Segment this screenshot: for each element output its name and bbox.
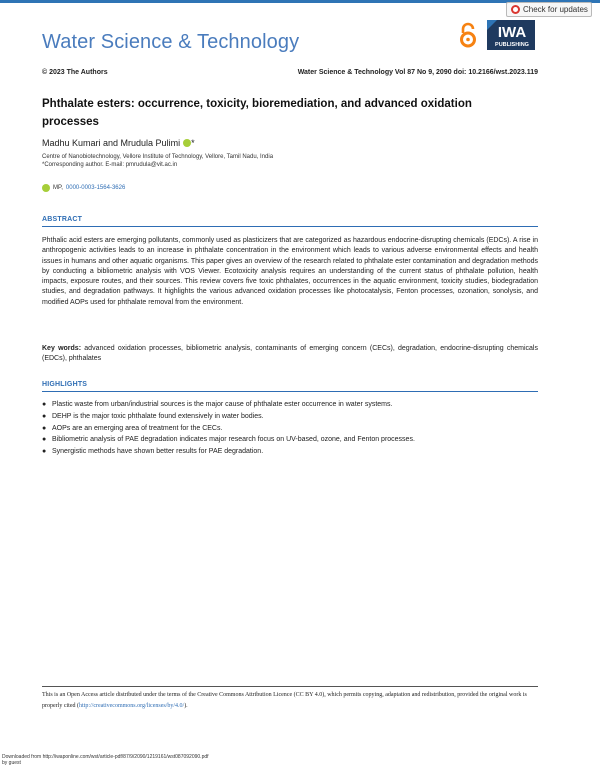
orcid-icon[interactable] [183,139,191,147]
journal-title: Water Science & Technology [42,31,300,53]
list-item [42,446,538,458]
highlights-rule [42,391,538,392]
highlight-text: Synergistic methods have shown better results for PAE degradation. [52,448,264,456]
authors: Madhu Kumari and Mrudula Pulimi [42,138,181,148]
keywords [42,344,538,365]
check-for-updates-button[interactable] [506,2,592,17]
bullet-icon: ● [42,448,47,456]
highlight-text: Plastic waste from urban/industrial sources is the major cause of phthalate ester occurrence in water systems. [52,401,393,408]
highlight-text: DEHP is the major toxic phthalate found extensively in water bodies. [52,412,264,420]
citation-row [42,69,538,76]
bullet-icon: ● [42,401,47,408]
affiliations [42,153,273,169]
iwa-publishing-logo [487,20,535,50]
download-line: Downloaded from http://iwaponline.com/wst/article-pdf/87/9/2090/1219161/wst087092090.pdf [2,754,209,760]
download-line: by guest [2,760,21,766]
copyright-notice: © 2023 The Authors [42,69,108,76]
list-item [42,434,538,446]
affiliation: Centre of Nanobiotechnology, Vellore Institute of Technology, Vellore, Tamil Nadu, India [42,154,274,160]
svg-text:IWA: IWA [497,24,527,41]
highlights-list [42,399,538,458]
license-notice [42,690,538,712]
bullet-icon: ● [42,424,47,432]
bullet-icon: ● [42,436,47,444]
bullet-icon: ● [42,412,47,420]
abstract-text: Phthalic acid esters are emerging pollutants, commonly used as plasticizers that are categorized as hazardous endocrine-disrupting chemicals (EDCs). A rise in anthropogenic activities leads to an increase in phthalate concentration in the environment which leads to various adverse environmental effects and health issues in humans and other aquatic organisms. This paper gives an overview of the research related to phthalate ester contamination and degradation methods by conducting a bibliometric analysis with VOS Viewer. Ecotoxicity analysis requires an understanding of the current status of phthalate pollution, health impacts, exposure routes, and their sources. This review covers five toxic phthalates, occurrences in the aquatic environment, toxicity studies, biodegradation studies, and degradation pathways. It highlights the various advanced oxidation processes like photocatalysis, Fenton processes, ozonation, sonolysis, and modified AOPs used for phthalate removal from the environment. [42,237,538,306]
crossmark-icon [511,5,520,14]
abstract-heading: ABSTRACT [42,216,83,223]
license-rule [42,686,538,687]
keywords-label: Key words: [42,345,82,352]
author-list [42,138,195,148]
list-item [42,411,538,423]
list-item [42,399,538,411]
download-notice [2,754,209,766]
orcid-row [42,184,125,192]
highlight-text: Bibliometric analysis of PAE degradation indicates major research focus on UV-based, ozone, and Fenton processes. [52,436,415,444]
keywords-text: advanced oxidation processes, bibliometric analysis, contaminants of emerging concern (CECs), degradation, endocrine-disrupting chemicals (EDCs), phthalates [42,345,538,363]
license-text: This is an Open Access article distributed under the terms of the Creative Commons Attribution Licence (CC BY 4.0), which permits copying, adaptation and redistribution, provided the original work is properly cited ( [42,692,527,709]
paper-title: Phthalate esters: occurrence, toxicity, bioremediation, and advanced oxidation processes [42,98,472,128]
license-link[interactable]: http://creativecommons.org/licenses/by/4.0/ [78,703,185,709]
highlight-text: AOPs are an emerging area of treatment for the CECs. [52,424,223,432]
orcid-link[interactable]: 0000-0003-1564-3626 [65,185,126,191]
abstract-rule [42,226,538,227]
orcid-icon [42,184,50,192]
highlights-heading: HIGHLIGHTS [42,381,88,388]
open-access-icon [459,22,477,48]
list-item [42,423,538,435]
orcid-label: MP, [53,185,63,191]
citation: Water Science & Technology Vol 87 No 9, 2090 doi: 10.2166/wst.2023.119 [297,69,538,76]
svg-text:PUBLISHING: PUBLISHING [495,42,529,48]
corresponding-author-email: *Corresponding author. E-mail: pmrudula@vit.ac.in [42,162,178,168]
check-for-updates-label: Check for updates [523,5,588,14]
corresponding-author-mark: * [191,138,195,148]
license-end: ). [184,703,188,709]
